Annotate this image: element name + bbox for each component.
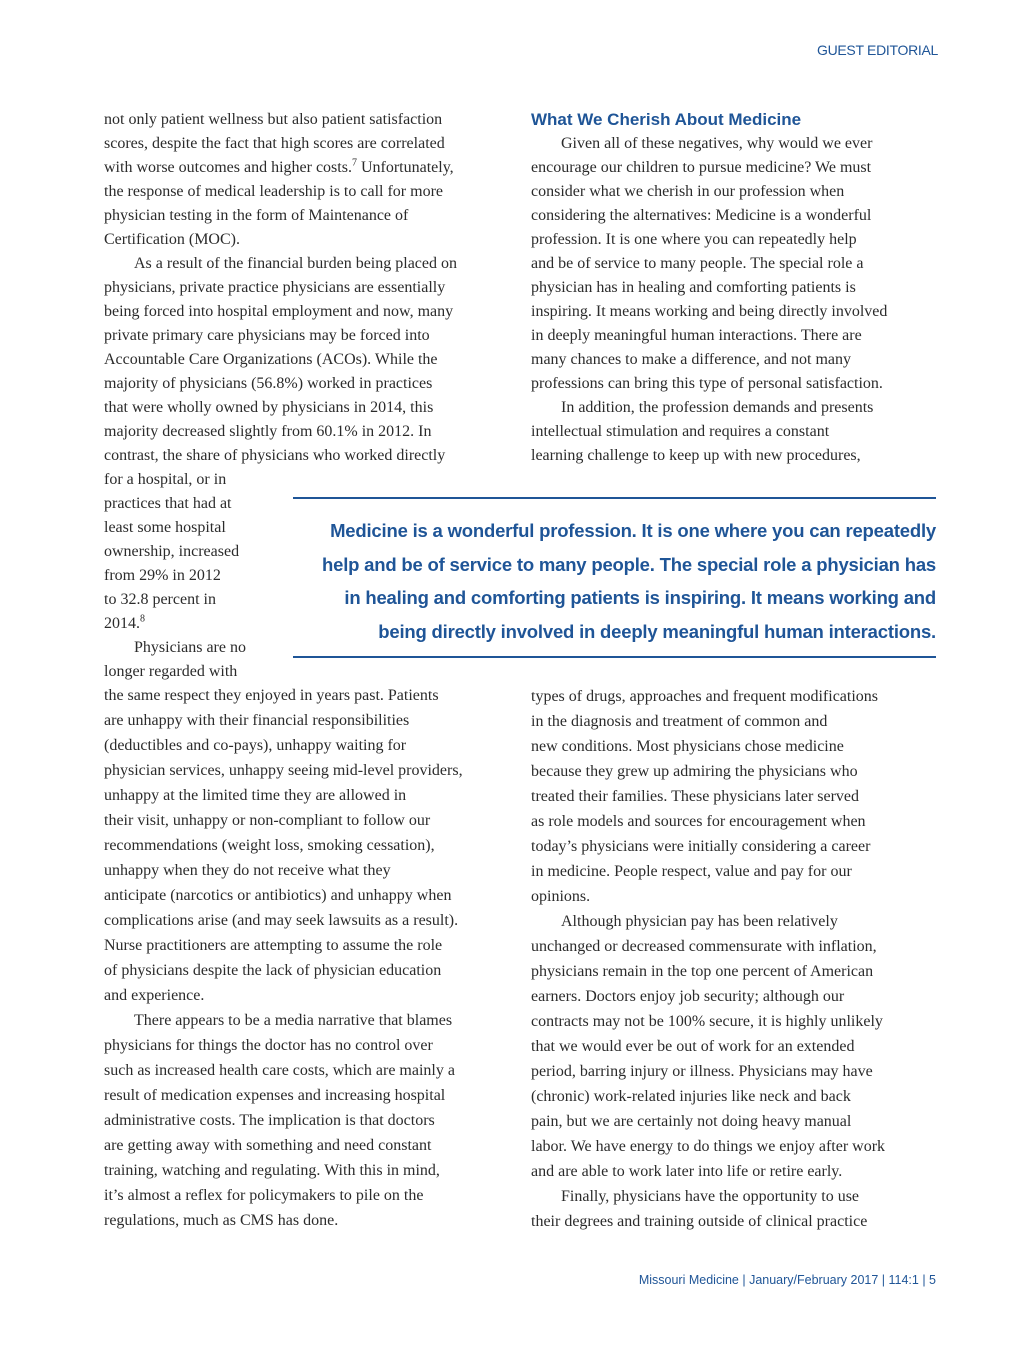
text-line: intellectual stimulation and requires a constant	[531, 423, 830, 440]
text-line: the response of medical leadership is to call for more	[104, 183, 443, 200]
text-line: physician has in healing and comforting patients is	[531, 279, 856, 296]
text-line: Nurse practitioners are attempting to assume the role	[104, 937, 443, 954]
text-line: professions can bring this type of personal satisfaction.	[531, 375, 883, 392]
text-line: regulations, much as CMS has done.	[104, 1212, 339, 1229]
text-line: ownership, increased	[104, 543, 240, 560]
text-line: their visit, unhappy or non-compliant to follow our	[104, 812, 431, 829]
text-line: it’s almost a reflex for policymakers to pile on the	[104, 1187, 424, 1204]
text-line: the same respect they enjoyed in years past. Patients	[104, 687, 439, 704]
text-line: their degrees and training outside of clinical practice	[531, 1213, 868, 1230]
text-line: labor. We have energy to do things we enjoy after work	[531, 1138, 886, 1155]
text-line: of physicians despite the lack of physician education	[104, 962, 442, 979]
pull-quote-line: Medicine is a wonderful profession. It is one where you can repeatedly	[330, 520, 936, 541]
text-line: that were wholly owned by physicians in 2014, this	[104, 399, 434, 416]
text-line: new conditions. Most physicians chose medicine	[531, 738, 844, 755]
text-line: with worse outcomes and higher costs.$^7$ Unfortunately,	[104, 157, 454, 176]
left-column-top	[104, 108, 514, 468]
citation-superscript: 7	[351, 157, 357, 169]
pull-quote	[293, 497, 936, 658]
text-line: profession. It is one where you can repeatedly help	[531, 231, 857, 248]
text-line: and experience.	[104, 987, 205, 1004]
text-line: and be of service to many people. The special role a	[531, 255, 864, 272]
left-column-bottom	[104, 683, 519, 1233]
text-line: 2014.$^8$	[104, 613, 145, 632]
text-line: practices that had at	[104, 495, 232, 512]
text-line: longer regarded with	[104, 663, 238, 680]
text-line: least some hospital	[104, 519, 226, 536]
section-label: GUEST EDITORIAL	[816, 42, 938, 58]
text-line: and are able to work later into life or retire early.	[531, 1163, 843, 1180]
section-heading: What We Cherish About Medicine	[531, 110, 802, 129]
left-column-narrow	[104, 468, 284, 684]
text-line: many chances to make a difference, and not many	[531, 351, 852, 368]
text-line: Given all of these negatives, why would we ever	[561, 135, 873, 152]
pull-quote-text	[293, 514, 936, 648]
text-line: that we would ever be out of work for an extended	[531, 1038, 855, 1055]
text-line: anticipate (narcotics or antibiotics) and unhappy when	[104, 887, 452, 904]
text-line: are getting away with something and need constant	[104, 1137, 432, 1154]
text-line: contrast, the share of physicians who worked directly	[104, 447, 446, 464]
pull-quote-line: help and be of service to many people. The special role a physician has	[322, 553, 936, 575]
text-line: physician testing in the form of Maintenance of	[104, 207, 409, 224]
text-line: In addition, the profession demands and presents	[561, 399, 874, 416]
text-line: majority of physicians (56.8%) worked in practices	[104, 375, 433, 392]
text-line: private primary care physicians may be forced into	[104, 327, 430, 344]
right-column-top	[531, 108, 946, 468]
text-line: (deductibles and co-pays), unhappy waiting for	[104, 737, 407, 754]
text-line: because they grew up admiring the physicians who	[531, 763, 858, 780]
text-line: scores, despite the fact that high scores are correlated	[104, 135, 445, 152]
text-line: to 32.8 percent in	[104, 591, 216, 608]
text-line: There appears to be a media narrative that blames	[134, 1012, 453, 1029]
text-line: Certification (MOC).	[104, 231, 240, 248]
text-line: As a result of the financial burden being placed on	[134, 255, 457, 272]
text-line: in deeply meaningful human interactions. There are	[531, 327, 862, 344]
text-line: in medicine. People respect, value and pay for our	[531, 863, 852, 880]
text-line: inspiring. It means working and being directly involved	[531, 303, 888, 320]
text-line: for a hospital, or in	[104, 471, 227, 488]
text-line: as role models and sources for encouragement when	[531, 813, 866, 830]
text-line: physicians remain in the top one percent of American	[531, 963, 874, 980]
text-line: are unhappy with their financial responsibilities	[104, 712, 410, 729]
text-line: majority decreased slightly from 60.1% in 2012. In	[104, 423, 432, 440]
text-line: unchanged or decreased commensurate with inflation,	[531, 938, 877, 955]
citation-superscript: 8	[140, 613, 145, 625]
text-line: physicians, private practice physicians are essentially	[104, 279, 446, 296]
text-line: (chronic) work-related injuries like neck and back	[531, 1088, 851, 1105]
text-line: pain, but we are certainly not doing heavy manual	[531, 1113, 852, 1130]
pull-quote-line: in healing and comforting patients is inspiring. It means working and	[344, 587, 936, 608]
text-line: unhappy when they do not receive what they	[104, 862, 391, 879]
text-line: not only patient wellness but also patient satisfaction	[104, 111, 443, 128]
text-line: earners. Doctors enjoy job security; although our	[531, 988, 845, 1005]
text-line: unhappy at the limited time they are allowed in	[104, 787, 407, 804]
text-line: period, barring injury or illness. Physicians may have	[531, 1063, 873, 1080]
text-line: in the diagnosis and treatment of common and	[531, 713, 828, 730]
pull-quote-line: being directly involved in deeply meaningful human interactions.	[378, 620, 936, 642]
text-line: Finally, physicians have the opportunity to use	[561, 1188, 860, 1205]
text-line: such as increased health care costs, which are mainly a	[104, 1062, 455, 1079]
text-line: result of medication expenses and increasing hospital	[104, 1087, 446, 1104]
text-line: training, watching and regulating. With this in mind,	[104, 1162, 440, 1179]
text-line: opinions.	[531, 888, 591, 905]
right-column-bottom	[531, 684, 946, 1234]
text-line: Accountable Care Organizations (ACOs). While the	[104, 351, 438, 368]
text-line: administrative costs. The implication is that doctors	[104, 1112, 435, 1129]
footer-citation: Missouri Medicine | January/February 2017 | 114:1 | 5	[638, 1273, 936, 1287]
text-line: complications arise (and may seek lawsuits as a result).	[104, 912, 459, 929]
text-line: encourage our children to pursue medicine? We must	[531, 159, 872, 176]
text-line: Although physician pay has been relatively	[561, 913, 838, 930]
text-line: from 29% in 2012	[104, 567, 221, 584]
text-line: recommendations (weight loss, smoking cessation),	[104, 837, 435, 854]
text-line: consider what we cherish in our profession when	[531, 183, 845, 200]
text-line: today’s physicians were initially considering a career	[531, 838, 871, 855]
text-line: learning challenge to keep up with new procedures,	[531, 447, 861, 464]
text-line: Physicians are no	[134, 639, 246, 656]
text-line: being forced into hospital employment and now, many	[104, 303, 454, 320]
text-line: types of drugs, approaches and frequent modifications	[531, 688, 879, 705]
text-line: contracts may not be 100% secure, it is highly unlikely	[531, 1013, 883, 1030]
text-line: considering the alternatives: Medicine is a wonderful	[531, 207, 872, 224]
text-line: treated their families. These physicians later served	[531, 788, 860, 805]
text-line: physicians for things the doctor has no control over	[104, 1037, 433, 1054]
text-line: physician services, unhappy seeing mid-level providers,	[104, 762, 463, 779]
